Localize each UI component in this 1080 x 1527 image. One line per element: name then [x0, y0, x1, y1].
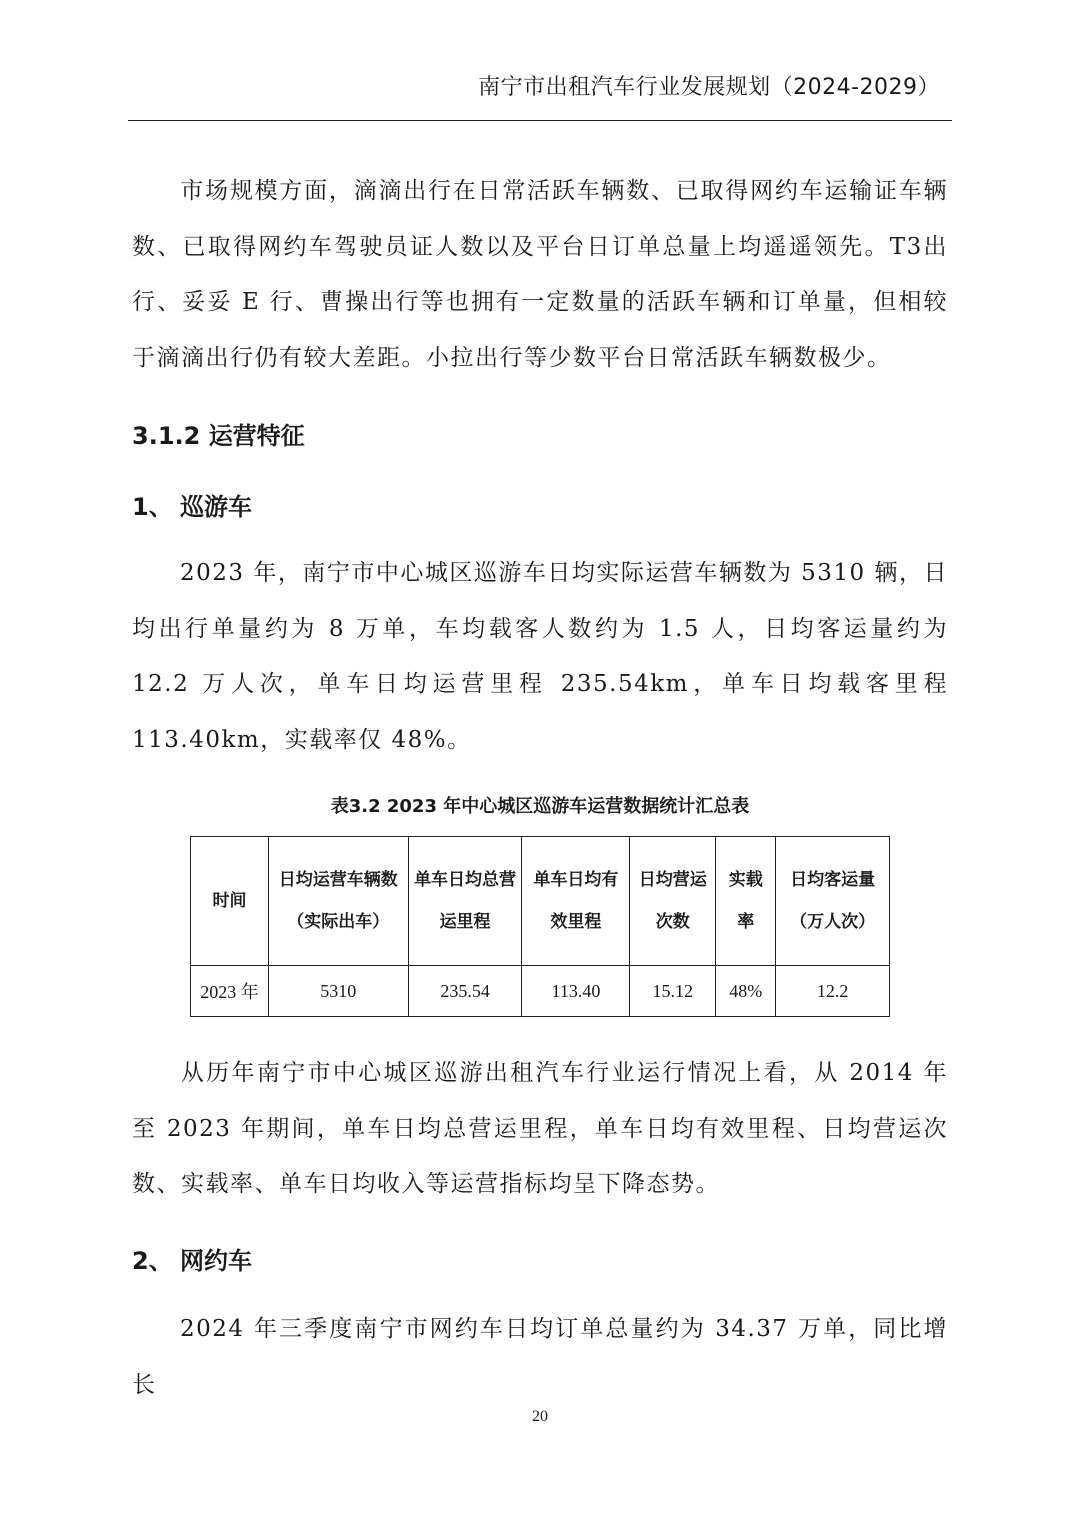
page-header	[128, 64, 952, 121]
section-heading: 3.1.2 运营特征	[132, 422, 305, 450]
col-header-effective-mileage: 单车日均有效里程	[522, 837, 630, 966]
col-header-passengers: 日均客运量（万人次）	[776, 837, 890, 966]
subheading-cruise	[132, 487, 252, 522]
paragraph-market	[132, 164, 948, 386]
subheading-ridehail-title: 网约车	[180, 1247, 252, 1275]
col-header-load-rate: 实载率	[716, 837, 776, 966]
subheading-cruise-title: 巡游车	[180, 493, 252, 521]
col-header-vehicles: 日均运营车辆数（实际出车）	[268, 837, 408, 966]
subheading-cruise-num: 1、	[132, 493, 173, 521]
page-number: 20	[532, 1408, 548, 1425]
header-title: 南宁市出租汽车行业发展规划（2024-2029）	[478, 75, 940, 100]
subheading-ridehail-num: 2、	[132, 1247, 173, 1275]
paragraph-history	[132, 1046, 948, 1213]
cell-total-mileage: 235.54	[408, 966, 522, 1017]
paragraph-market-text: 市场规模方面，滴滴出行在日常活跃车辆数、已取得网约车运输证车辆数、已取得网约车驾驶员证人数以及平台日订单总量上均遥遥领先。T3出行、妥妥 E 行、曹操出行等也拥有一定数量的活跃车辆和订单量，但相较于滴滴出行仍有较大差距。小拉出行等少数平台日常活跃车辆数极少。	[132, 178, 948, 371]
table-header-row	[191, 837, 890, 966]
subheading-ridehail	[132, 1241, 252, 1276]
col-header-total-mileage: 单车日均总营运里程	[408, 837, 522, 966]
table-caption: 表3.2 2023 年中心城区巡游车运营数据统计汇总表	[330, 796, 750, 817]
table-row	[191, 966, 890, 1017]
operations-table	[190, 836, 890, 1017]
cell-vehicles: 5310	[268, 966, 408, 1017]
col-header-time: 时间	[191, 837, 269, 966]
paragraph-history-text: 从历年南宁市中心城区巡游出租汽车行业运行情况上看，从 2014 年至 2023 年期间，单车日均总营运里程，单车日均有效里程、日均营运次数、实载率、单车日均收入等运营指标均呈下降态势。	[132, 1060, 948, 1197]
cell-trips: 15.12	[630, 966, 716, 1017]
cell-passengers: 12.2	[776, 966, 890, 1017]
paragraph-cruise-text: 2023 年，南宁市中心城区巡游车日均实际运营车辆数为 5310 辆，日均出行单量约为 8 万单，车均载客人数约为 1.5 人，日均客运量约为 12.2 万人次，单车日均运营里程 235.54km，单车日均载客里程 113.40km，实载率仅 48%。	[132, 560, 948, 753]
paragraph-cruise	[132, 546, 948, 768]
cell-effective-mileage: 113.40	[522, 966, 630, 1017]
paragraph-ridehail-text: 2024 年三季度南宁市网约车日均订单总量约为 34.37 万单，同比增长	[132, 1316, 948, 1398]
col-header-trips: 日均营运次数	[630, 837, 716, 966]
cell-time: 2023 年	[191, 966, 269, 1017]
paragraph-ridehail	[132, 1302, 948, 1413]
cell-load-rate: 48%	[716, 966, 776, 1017]
